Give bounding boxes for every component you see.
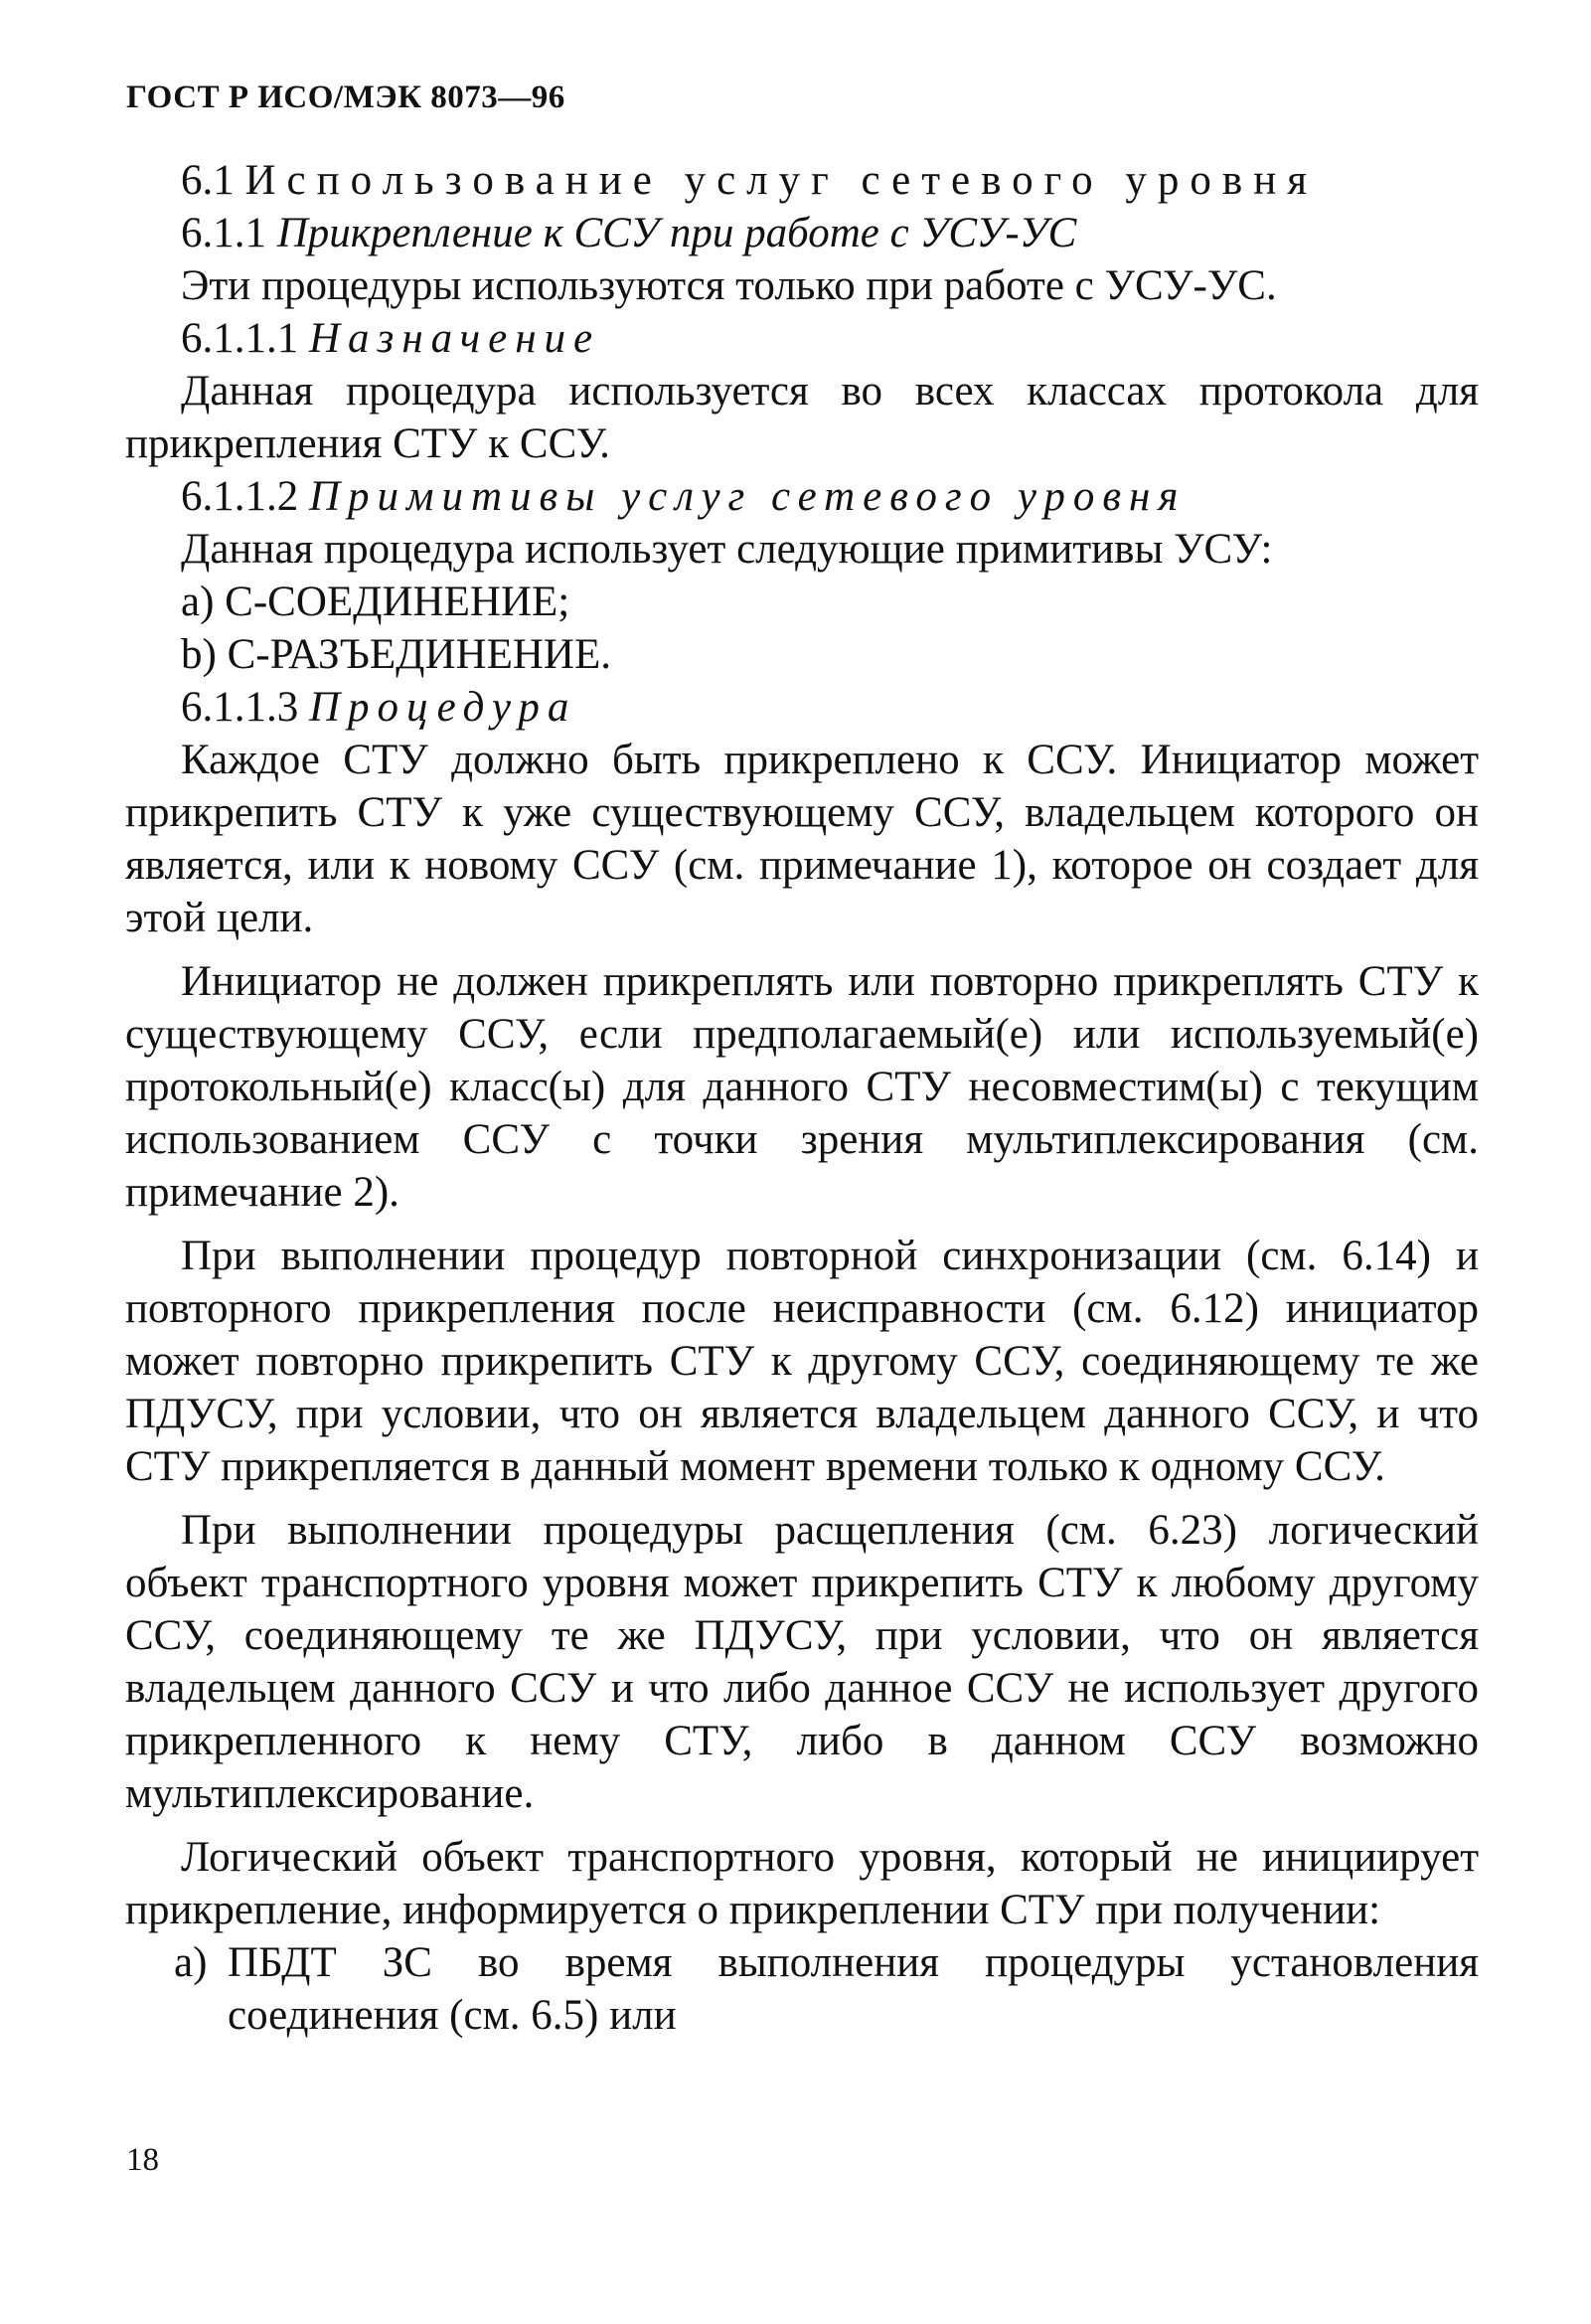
list-marker: а) — [174, 1939, 208, 1986]
section-number: 6.1.1 — [181, 210, 266, 256]
section-title: Использование услуг сетевого уровня — [244, 157, 1318, 204]
section-title: Процедура — [309, 684, 577, 731]
list-item: а) С-СОЕДИНЕНИЕ; — [181, 579, 570, 625]
section-title: Назначение — [309, 315, 601, 362]
section-number: 6.1.1.3 — [181, 684, 299, 731]
paragraph: Логический объект транспортного уровня, который не инициирует прикрепление, информируется о прикреплении СТУ при получении: — [125, 1834, 1479, 1933]
section-heading-6-1-1 — [125, 207, 1479, 259]
paragraph: Данная процедура используется во всех классах протокола для прикрепления СТУ к ССУ. — [125, 368, 1479, 467]
page-content — [125, 154, 1479, 2042]
page-number: 18 — [126, 2142, 159, 2178]
section-title: Прикрепление к ССУ при работе с УСУ-УС — [276, 210, 1077, 256]
section-number: 6.1.1.2 — [181, 473, 299, 520]
list-item: b) С-РАЗЪЕДИНЕНИЕ. — [181, 631, 611, 678]
section-heading-6-1 — [125, 154, 1479, 207]
paragraph: Каждое СТУ должно быть прикреплено к ССУ. Инициатор может прикрепить СТУ к уже существующему ССУ, владельцем которого он является, или к новому ССУ (см. примечание 1), которое он создает для этой цели. — [125, 737, 1479, 941]
section-heading-6-1-1-3 — [125, 681, 1479, 734]
paragraph: При выполнении процедур повторной синхронизации (см. 6.14) и повторного прикрепления после неисправности (см. 6.12) инициатор может повторно прикрепить СТУ к другому ССУ, соединяющему те же ПДУСУ, при условии, что он является владельцем данного ССУ, и что СТУ прикрепляется в данный момент времени только к одному ССУ. — [125, 1233, 1479, 1490]
list-item-text: ПБДТ ЗС во время выполнения процедуры установления соединения (см. 6.5) или — [228, 1939, 1479, 2039]
list-item — [174, 1936, 1479, 2042]
paragraph: При выполнении процедуры расщепления (см. 6.23) логический объект транспортного уровня может прикрепить СТУ к любому другому ССУ, соединяющему те же ПДУСУ, при условии, что он является владельцем данного ССУ и что либо данное ССУ не использует другого прикрепленного к нему СТУ, либо в данном ССУ возможно мультиплексирование. — [125, 1507, 1479, 1817]
section-number: 6.1 — [181, 157, 235, 204]
paragraph: Инициатор не должен прикреплять или повторно прикреплять СТУ к существующему ССУ, если предполагаемый(е) или используемый(е) протокольный(е) класс(ы) для данного СТУ несовместим(ы) с текущим использованием ССУ с точки зрения мультиплексирования (см. примечание 2). — [125, 958, 1479, 1216]
section-heading-6-1-1-2 — [125, 470, 1479, 523]
section-title: Примитивы услуг сетевого уровня — [309, 473, 1187, 520]
section-intro: Эти процедуры используются только при работе с УСУ-УС. — [181, 262, 1277, 309]
section-intro: Данная процедура использует следующие примитивы УСУ: — [181, 526, 1273, 573]
page-header: ГОСТ Р ИСО/МЭК 8073—96 — [126, 80, 565, 115]
section-heading-6-1-1-1 — [125, 312, 1479, 365]
section-number: 6.1.1.1 — [181, 315, 299, 362]
